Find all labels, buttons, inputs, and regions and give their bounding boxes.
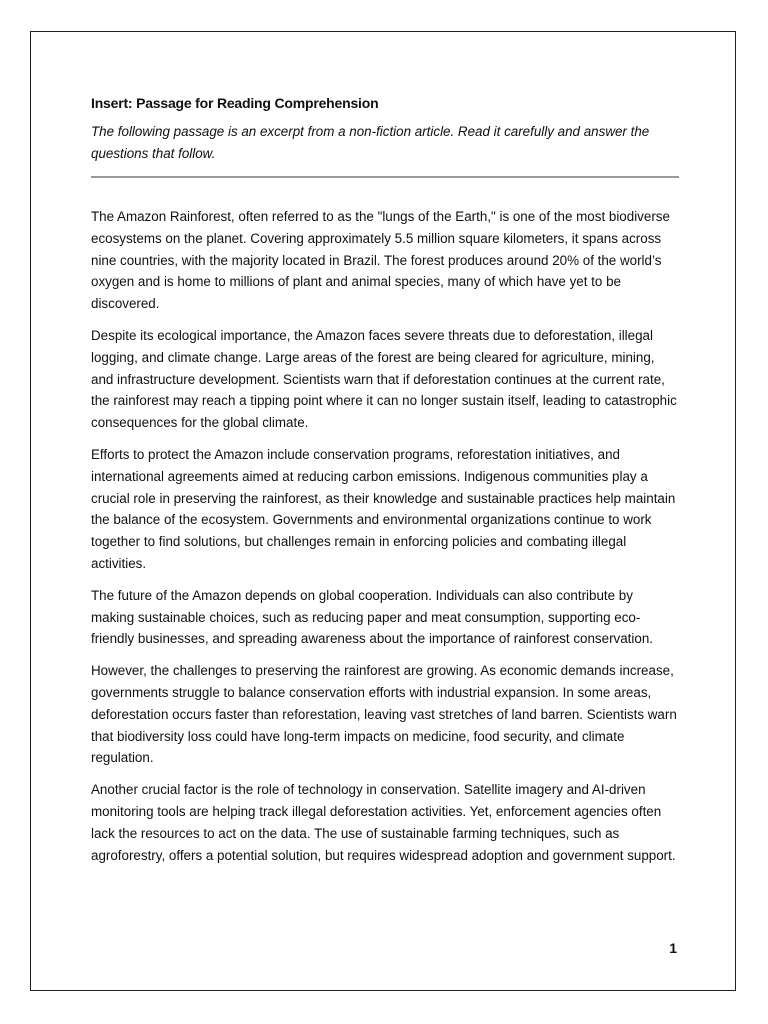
page-number: 1	[669, 940, 677, 956]
passage-paragraph-6: Another crucial factor is the role of technology in conservation. Satellite imagery and AI-driven monitoring tools are helping track illegal deforestation activities. Yet, enforcement agencies often lack the resources to act on the data. The use of sustainable farming techniques, such as agroforestry, offers a potential solution, but requires widespread adoption and government support.	[91, 782, 676, 863]
divider-line	[91, 176, 679, 178]
passage-paragraph-2: Despite its ecological importance, the Amazon faces severe threats due to deforestation, illegal logging, and climate change. Large areas of the forest are being cleared for agriculture, mining, and infrastructure development. Scientists warn that if deforestation continues at the current rate, the rainforest may reach a tipping point where it can no longer sustain itself, leading to catastrophic consequences for the global climate.	[91, 327, 677, 431]
passage-body	[91, 206, 679, 866]
passage-paragraph-1: The Amazon Rainforest, often referred to as the "lungs of the Earth," is one of the most biodiverse ecosystems on the planet. Covering approximately 5.5 million square kilometers, it spans across nine countries, with the majority located in Brazil. The forest produces around 20% of the world’s oxygen and is home to millions of plant and animal species, many of which have yet to be discovered.	[91, 209, 670, 312]
passage-paragraph-3: Efforts to protect the Amazon include conservation programs, reforestation initiatives, and international agreements aimed at reducing carbon emissions. Indigenous communities play a crucial role in preserving the rainforest, as their knowledge and sustainable practices help maintain the balance of the ecosystem. Governments and environmental organizations continue to work together to find solutions, but challenges remain in enforcing policies and combating illegal activities.	[91, 446, 676, 571]
document-title: Insert: Passage for Reading Comprehension	[91, 95, 379, 111]
passage-paragraph-4: The future of the Amazon depends on global cooperation. Individuals can also contribute by making sustainable choices, such as reducing paper and meat consumption, supporting eco-friendly businesses, and spreading awareness about the importance of rainforest conservation.	[91, 587, 653, 647]
document-page	[30, 31, 736, 991]
intro-instructions: The following passage is an excerpt from a non-fiction article. Read it carefully and answer the questions that follow.	[91, 124, 650, 161]
page-content	[91, 94, 679, 876]
passage-paragraph-5: However, the challenges to preserving the rainforest are growing. As economic demands increase, governments struggle to balance conservation efforts with industrial expansion. In some areas, deforestation occurs faster than reforestation, leaving vast stretches of land barren. Scientists warn that biodiversity loss could have long-term impacts on medicine, food security, and climate regulation.	[91, 663, 677, 766]
